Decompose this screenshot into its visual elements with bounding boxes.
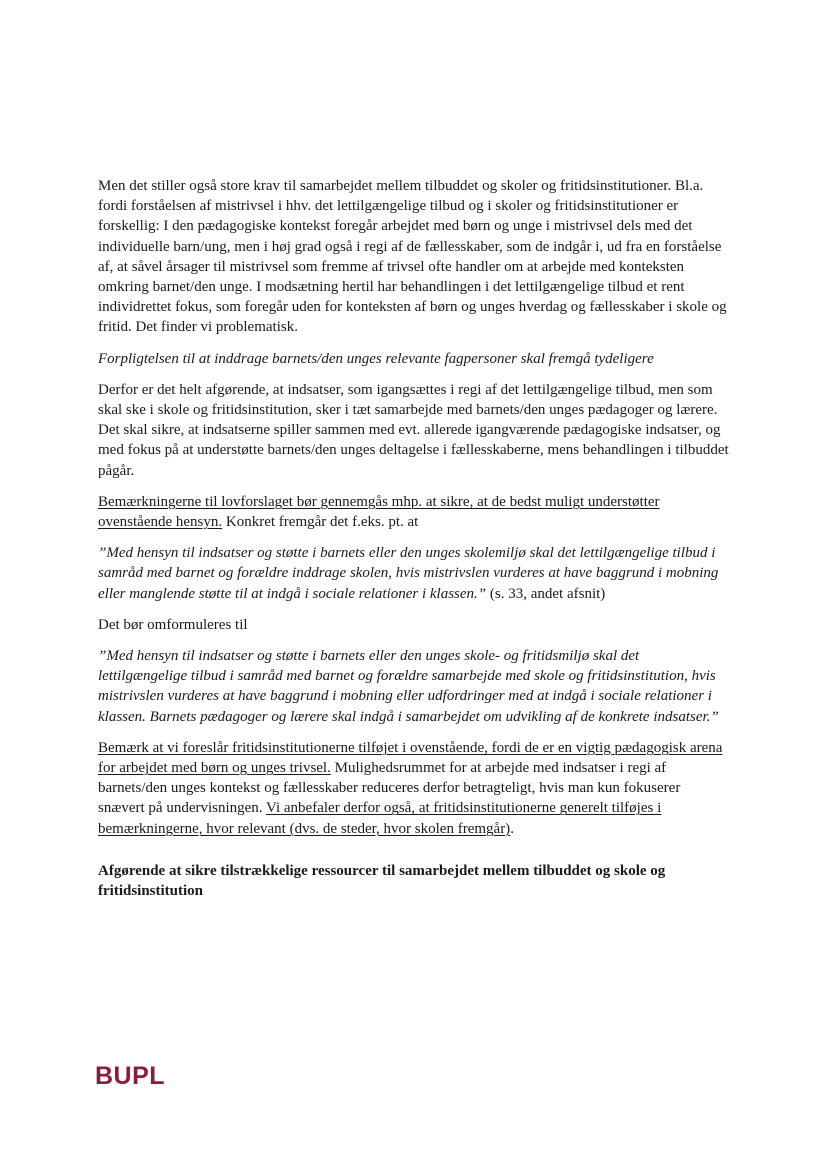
section-heading: Afgørende at sikre tilstrækkelige ressourcer til samarbejdet mellem tilbuddet og skole og fritidsinstitution xyxy=(98,862,666,900)
quote-reference: (s. 33, andet afsnit) xyxy=(486,585,606,602)
paragraph-text: Konkret fremgår det f.eks. pt. at xyxy=(222,514,419,531)
subheading: Forpligtelsen til at inddrage barnets/den unges relevante fagpersoner skal fremgå tydeligere xyxy=(98,350,654,367)
quote-text: ”Med hensyn til indsatser og støtte i barnets eller den unges skolemiljø skal det lettilgængelige tilbud i samråd med barnet og forældre inddrage skolen, hvis mistrivslen vurderes at have baggrund i mobning eller manglende støtte til at indgå i sociale relationer i klassen.” xyxy=(98,545,719,602)
document-body xyxy=(98,176,730,912)
underlined-text: Bemærkningerne til lovforslaget bør gennemgås mhp. at sikre, at de bedst muligt understøtter ovenstående hensyn. xyxy=(98,493,660,531)
paragraph: Derfor er det helt afgørende, at indsatser, som igangsættes i regi af det lettilgængelige tilbud, men som skal ske i skole og fritidsinstitution, sker i tæt samarbejde med barnets/den unges pædagoger og lærere. Det skal sikre, at indsatserne spiller sammen med evt. allerede igangværende pædagogiske indsatser, og med fokus på at understøtte barnets/den unges deltagelse i fællesskaberne, mens behandlingen i tilbuddet pågår. xyxy=(98,381,729,479)
paragraph-text: Mulighedsrummet for at arbejde med indsatser i regi af barnets/den unges kontekst og fællesskaber reduceres derfor betragteligt, hvis man kun fokuserer snævert på undervisningen. xyxy=(98,760,681,817)
paragraph xyxy=(98,738,730,839)
underlined-text: Bemærk at vi foreslår fritidsinstitutionerne tilføjet i ovenstående, fordi de er en vigtig pædagogisk arena for arbejdet med børn og unges trivsel. xyxy=(98,739,723,777)
bupl-logo: BUPL xyxy=(95,1062,166,1090)
paragraph: Men det stiller også store krav til samarbejdet mellem tilbuddet og skoler og fritidsinstitutioner. Bl.a. fordi forståelsen af mistrivsel i hhv. det lettilgængelige tilbud og i skoler og fritidsinstitutioner er forskellig: I den pædagogiske kontekst foregår arbejdet med børn og unge i mistrivsel dels med det individuelle barn/ung, men i høj grad også i regi af de fællesskaber, som de indgår i, ud fra en forståelse af, at såvel årsager til mistrivsel som fremme af trivsel ofte handler om at arbejde med konteksten omkring barnet/den unge. I modsætning hertil har behandlingen i det lettilgængelige tilbud et rent individrettet fokus, som foregår uden for konteksten af børn og unges hverdag og fællesskaber i skole og fritid. Det finder vi problematisk. xyxy=(98,178,727,336)
quote: ”Med hensyn til indsatser og støtte i barnets eller den unges skole- og fritidsmiljø skal det lettilgængelige tilbud i samråd med barnet og forældre samarbejde med skole og fritidsinstitution, hvis mistrivslen vurderes at have baggrund i mobning eller udfordringer med at indgå i sociale relationer i klassen. Barnets pædagoger og lærere skal indgå i samarbejdet om udvikling af de konkrete indsatser.” xyxy=(98,648,719,725)
paragraph xyxy=(98,492,730,532)
paragraph-text: . xyxy=(510,820,514,837)
paragraph: Det bør omformuleres til xyxy=(98,616,248,633)
quote xyxy=(98,543,730,604)
underlined-text: Vi anbefaler derfor også, at fritidsinstitutionerne generelt tilføjes i bemærkningerne, hvor relevant (dvs. de steder, hvor skolen fremgår) xyxy=(98,800,662,837)
